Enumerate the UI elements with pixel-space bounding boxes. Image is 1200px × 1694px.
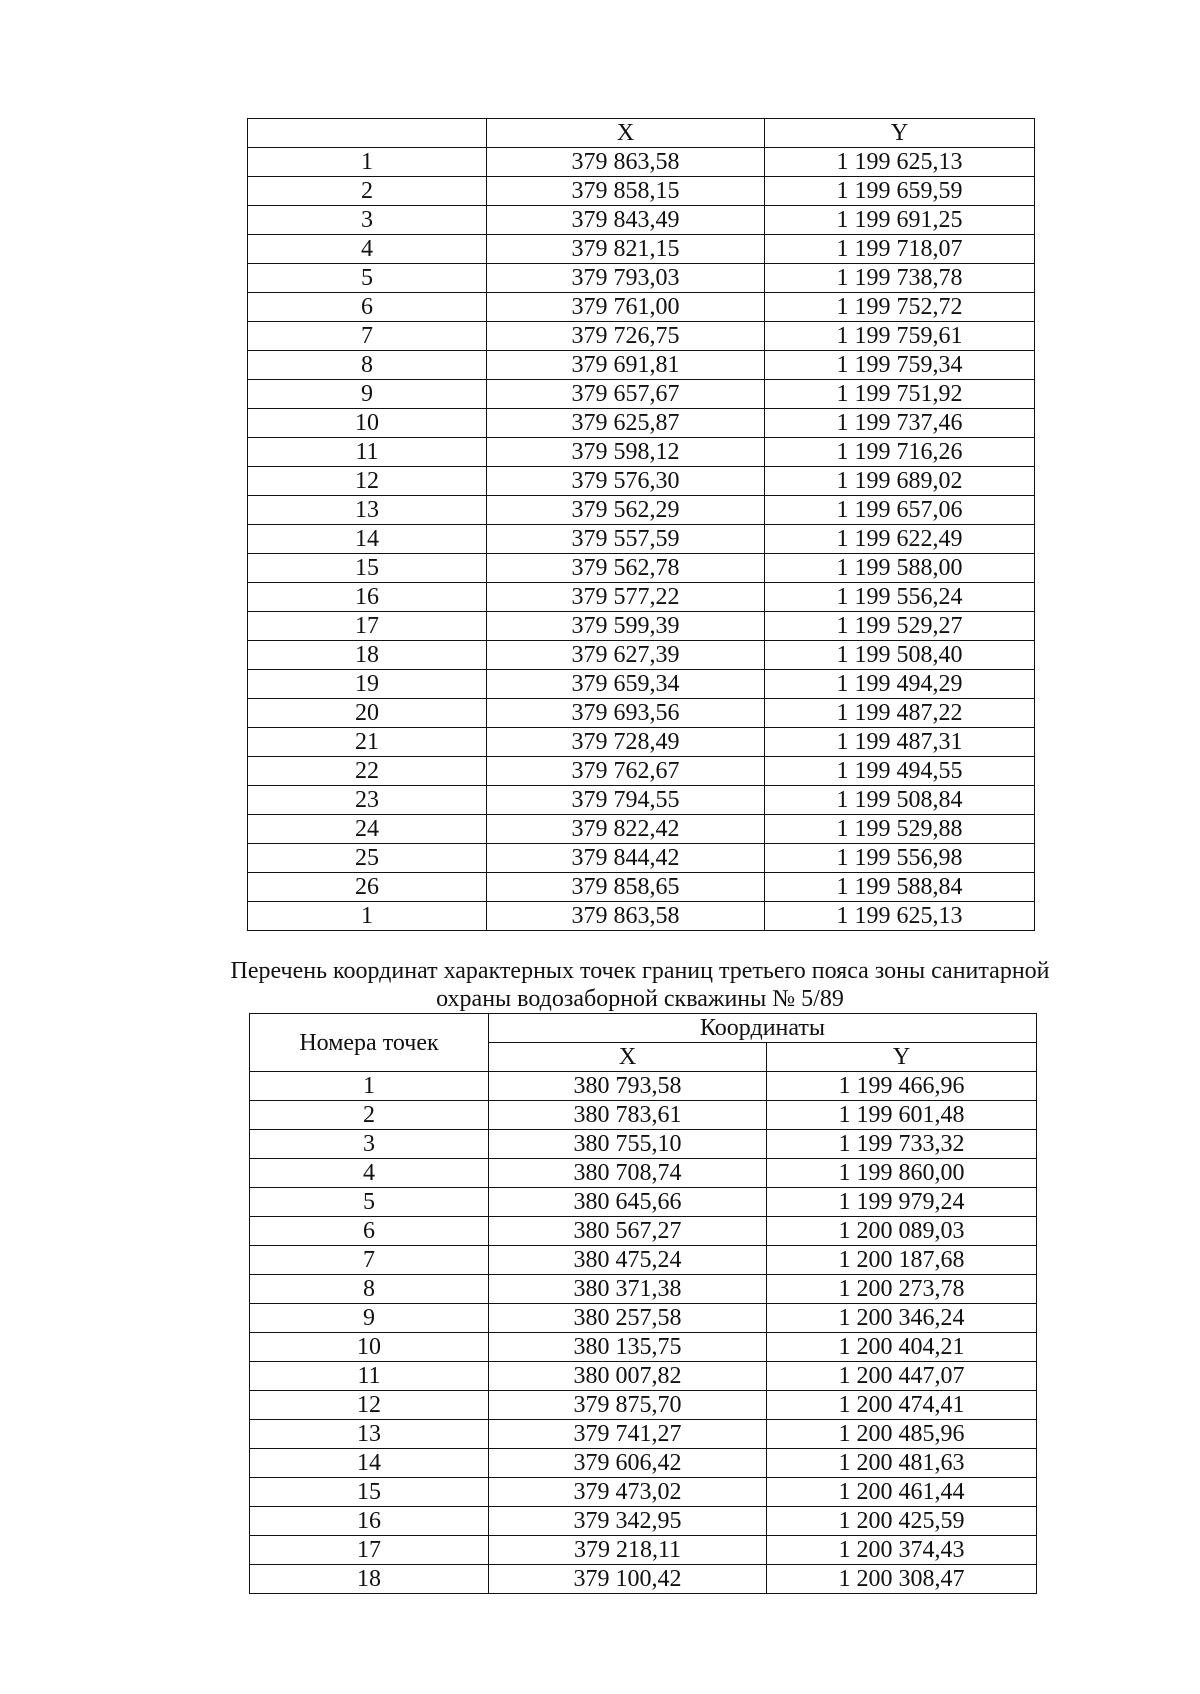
x-coordinate-cell: 379 562,29	[487, 496, 765, 525]
point-number-cell: 5	[248, 264, 487, 293]
table-row	[250, 1449, 1037, 1478]
x-coordinate-cell: 380 371,38	[489, 1275, 767, 1304]
y-coordinate-cell: 1 199 487,31	[765, 728, 1035, 757]
x-coordinate-cell: 380 567,27	[489, 1217, 767, 1246]
table-row	[248, 641, 1035, 670]
point-number-cell: 6	[248, 293, 487, 322]
y-coordinate-cell: 1 200 374,43	[767, 1536, 1037, 1565]
point-number-cell: 10	[248, 409, 487, 438]
table-row	[248, 351, 1035, 380]
x-coordinate-cell: 379 843,49	[487, 206, 765, 235]
table-row	[250, 1275, 1037, 1304]
x-coordinate-cell: 379 741,27	[489, 1420, 767, 1449]
point-number-cell: 3	[248, 206, 487, 235]
header-point-number	[248, 119, 487, 148]
y-coordinate-cell: 1 199 751,92	[765, 380, 1035, 409]
y-coordinate-cell: 1 199 556,98	[765, 844, 1035, 873]
point-number-cell: 5	[250, 1188, 489, 1217]
table-row	[248, 554, 1035, 583]
x-coordinate-cell: 380 783,61	[489, 1101, 767, 1130]
table-row	[248, 757, 1035, 786]
x-coordinate-cell: 380 793,58	[489, 1072, 767, 1101]
y-coordinate-cell: 1 199 738,78	[765, 264, 1035, 293]
section-title-line-1: Перечень координат характерных точек границ третьего пояса зоны санитарной	[230, 958, 1050, 984]
x-coordinate-cell: 379 863,58	[487, 148, 765, 177]
y-coordinate-cell: 1 199 691,25	[765, 206, 1035, 235]
coordinates-table-1	[247, 118, 1035, 931]
x-coordinate-cell: 379 342,95	[489, 1507, 767, 1536]
point-number-cell: 13	[250, 1420, 489, 1449]
point-number-cell: 2	[250, 1101, 489, 1130]
x-coordinate-cell: 379 728,49	[487, 728, 765, 757]
y-coordinate-cell: 1 199 860,00	[767, 1159, 1037, 1188]
point-number-cell: 22	[248, 757, 487, 786]
header-coordinates: Координаты	[489, 1014, 1037, 1043]
table-1-body	[248, 148, 1035, 931]
x-coordinate-cell: 379 858,15	[487, 177, 765, 206]
table-row	[248, 148, 1035, 177]
table-row	[250, 1507, 1037, 1536]
point-number-cell: 1	[248, 902, 487, 931]
table-row	[250, 1072, 1037, 1101]
y-coordinate-cell: 1 199 556,24	[765, 583, 1035, 612]
x-coordinate-cell: 379 863,58	[487, 902, 765, 931]
y-coordinate-cell: 1 200 187,68	[767, 1246, 1037, 1275]
y-coordinate-cell: 1 199 759,34	[765, 351, 1035, 380]
table-row	[250, 1217, 1037, 1246]
x-coordinate-cell: 380 475,24	[489, 1246, 767, 1275]
point-number-cell: 11	[248, 438, 487, 467]
table-row	[250, 1565, 1037, 1594]
x-coordinate-cell: 379 858,65	[487, 873, 765, 902]
x-coordinate-cell: 379 657,67	[487, 380, 765, 409]
y-coordinate-cell: 1 200 461,44	[767, 1478, 1037, 1507]
table-row	[250, 1130, 1037, 1159]
point-number-cell: 16	[250, 1507, 489, 1536]
table-row	[250, 1420, 1037, 1449]
x-coordinate-cell: 380 257,58	[489, 1304, 767, 1333]
y-coordinate-cell: 1 199 625,13	[765, 902, 1035, 931]
point-number-cell: 9	[248, 380, 487, 409]
y-coordinate-cell: 1 199 508,84	[765, 786, 1035, 815]
point-number-cell: 23	[248, 786, 487, 815]
x-coordinate-cell: 379 218,11	[489, 1536, 767, 1565]
x-coordinate-cell: 379 693,56	[487, 699, 765, 728]
point-number-cell: 19	[248, 670, 487, 699]
table-row	[248, 235, 1035, 264]
point-number-cell: 12	[248, 467, 487, 496]
table-row	[248, 409, 1035, 438]
table-row	[248, 670, 1035, 699]
y-coordinate-cell: 1 199 752,72	[765, 293, 1035, 322]
point-number-cell: 4	[248, 235, 487, 264]
point-number-cell: 6	[250, 1217, 489, 1246]
y-coordinate-cell: 1 200 308,47	[767, 1565, 1037, 1594]
x-coordinate-cell: 379 762,67	[487, 757, 765, 786]
table-row	[250, 1101, 1037, 1130]
x-coordinate-cell: 379 726,75	[487, 322, 765, 351]
x-coordinate-cell: 379 606,42	[489, 1449, 767, 1478]
y-coordinate-cell: 1 200 346,24	[767, 1304, 1037, 1333]
x-coordinate-cell: 379 627,39	[487, 641, 765, 670]
x-coordinate-cell: 379 599,39	[487, 612, 765, 641]
x-coordinate-cell: 379 598,12	[487, 438, 765, 467]
coordinates-table-2	[249, 1013, 1037, 1594]
y-coordinate-cell: 1 199 494,55	[765, 757, 1035, 786]
table-header-row	[248, 119, 1035, 148]
table-row	[248, 902, 1035, 931]
header-x: X	[489, 1043, 767, 1072]
y-coordinate-cell: 1 200 404,21	[767, 1333, 1037, 1362]
table-row	[248, 815, 1035, 844]
x-coordinate-cell: 379 557,59	[487, 525, 765, 554]
y-coordinate-cell: 1 200 485,96	[767, 1420, 1037, 1449]
point-number-cell: 17	[248, 612, 487, 641]
y-coordinate-cell: 1 199 716,26	[765, 438, 1035, 467]
point-number-cell: 1	[248, 148, 487, 177]
point-number-cell: 4	[250, 1159, 489, 1188]
y-coordinate-cell: 1 199 718,07	[765, 235, 1035, 264]
x-coordinate-cell: 379 822,42	[487, 815, 765, 844]
y-coordinate-cell: 1 200 273,78	[767, 1275, 1037, 1304]
table-row	[248, 699, 1035, 728]
y-coordinate-cell: 1 200 481,63	[767, 1449, 1037, 1478]
point-number-cell: 21	[248, 728, 487, 757]
table-row	[248, 322, 1035, 351]
x-coordinate-cell: 380 645,66	[489, 1188, 767, 1217]
y-coordinate-cell: 1 200 474,41	[767, 1391, 1037, 1420]
y-coordinate-cell: 1 199 529,88	[765, 815, 1035, 844]
point-number-cell: 25	[248, 844, 487, 873]
x-coordinate-cell: 379 875,70	[489, 1391, 767, 1420]
y-coordinate-cell: 1 199 657,06	[765, 496, 1035, 525]
point-number-cell: 10	[250, 1333, 489, 1362]
table-row	[248, 525, 1035, 554]
y-coordinate-cell: 1 200 425,59	[767, 1507, 1037, 1536]
y-coordinate-cell: 1 199 494,29	[765, 670, 1035, 699]
point-number-cell: 9	[250, 1304, 489, 1333]
y-coordinate-cell: 1 199 622,49	[765, 525, 1035, 554]
point-number-cell: 26	[248, 873, 487, 902]
table-row	[248, 583, 1035, 612]
point-number-cell: 18	[248, 641, 487, 670]
point-number-cell: 14	[248, 525, 487, 554]
x-coordinate-cell: 380 708,74	[489, 1159, 767, 1188]
y-coordinate-cell: 1 199 601,48	[767, 1101, 1037, 1130]
x-coordinate-cell: 379 473,02	[489, 1478, 767, 1507]
table-row	[250, 1333, 1037, 1362]
y-coordinate-cell: 1 200 447,07	[767, 1362, 1037, 1391]
table-row	[248, 844, 1035, 873]
table-row	[248, 293, 1035, 322]
x-coordinate-cell: 379 761,00	[487, 293, 765, 322]
x-coordinate-cell: 379 844,42	[487, 844, 765, 873]
y-coordinate-cell: 1 199 659,59	[765, 177, 1035, 206]
x-coordinate-cell: 380 755,10	[489, 1130, 767, 1159]
x-coordinate-cell: 380 135,75	[489, 1333, 767, 1362]
y-coordinate-cell: 1 200 089,03	[767, 1217, 1037, 1246]
table-row	[248, 206, 1035, 235]
y-coordinate-cell: 1 199 759,61	[765, 322, 1035, 351]
y-coordinate-cell: 1 199 689,02	[765, 467, 1035, 496]
header-point-numbers: Номера точек	[250, 1014, 489, 1072]
point-number-cell: 17	[250, 1536, 489, 1565]
point-number-cell: 15	[250, 1478, 489, 1507]
section-title-line-2: охраны водозаборной скважины № 5/89	[436, 986, 844, 1012]
point-number-cell: 7	[250, 1246, 489, 1275]
x-coordinate-cell: 380 007,82	[489, 1362, 767, 1391]
header-x: X	[487, 119, 765, 148]
y-coordinate-cell: 1 199 588,84	[765, 873, 1035, 902]
point-number-cell: 8	[248, 351, 487, 380]
table-row	[248, 438, 1035, 467]
y-coordinate-cell: 1 199 737,46	[765, 409, 1035, 438]
x-coordinate-cell: 379 659,34	[487, 670, 765, 699]
table-row	[248, 380, 1035, 409]
x-coordinate-cell: 379 562,78	[487, 554, 765, 583]
x-coordinate-cell: 379 794,55	[487, 786, 765, 815]
point-number-cell: 7	[248, 322, 487, 351]
table-row	[248, 467, 1035, 496]
header-y: Y	[767, 1043, 1037, 1072]
table-row	[248, 496, 1035, 525]
point-number-cell: 16	[248, 583, 487, 612]
point-number-cell: 14	[250, 1449, 489, 1478]
point-number-cell: 1	[250, 1072, 489, 1101]
table-row	[250, 1188, 1037, 1217]
y-coordinate-cell: 1 199 487,22	[765, 699, 1035, 728]
x-coordinate-cell: 379 821,15	[487, 235, 765, 264]
section-title	[140, 957, 1140, 1013]
point-number-cell: 2	[248, 177, 487, 206]
point-number-cell: 12	[250, 1391, 489, 1420]
y-coordinate-cell: 1 199 529,27	[765, 612, 1035, 641]
table-row	[250, 1304, 1037, 1333]
table-row	[250, 1391, 1037, 1420]
y-coordinate-cell: 1 199 733,32	[767, 1130, 1037, 1159]
table-row	[250, 1536, 1037, 1565]
table-row	[250, 1246, 1037, 1275]
point-number-cell: 20	[248, 699, 487, 728]
point-number-cell: 13	[248, 496, 487, 525]
table-2-body	[250, 1072, 1037, 1594]
point-number-cell: 15	[248, 554, 487, 583]
table-row	[248, 728, 1035, 757]
y-coordinate-cell: 1 199 508,40	[765, 641, 1035, 670]
table-row	[248, 786, 1035, 815]
table-row	[248, 264, 1035, 293]
y-coordinate-cell: 1 199 466,96	[767, 1072, 1037, 1101]
table-row	[250, 1159, 1037, 1188]
point-number-cell: 18	[250, 1565, 489, 1594]
table-row	[250, 1478, 1037, 1507]
y-coordinate-cell: 1 199 625,13	[765, 148, 1035, 177]
x-coordinate-cell: 379 577,22	[487, 583, 765, 612]
x-coordinate-cell: 379 793,03	[487, 264, 765, 293]
x-coordinate-cell: 379 576,30	[487, 467, 765, 496]
y-coordinate-cell: 1 199 588,00	[765, 554, 1035, 583]
point-number-cell: 3	[250, 1130, 489, 1159]
table-row	[248, 873, 1035, 902]
table-row	[248, 177, 1035, 206]
point-number-cell: 24	[248, 815, 487, 844]
x-coordinate-cell: 379 691,81	[487, 351, 765, 380]
point-number-cell: 11	[250, 1362, 489, 1391]
point-number-cell: 8	[250, 1275, 489, 1304]
table-header-row	[250, 1014, 1037, 1043]
y-coordinate-cell: 1 199 979,24	[767, 1188, 1037, 1217]
x-coordinate-cell: 379 625,87	[487, 409, 765, 438]
table-row	[248, 612, 1035, 641]
header-y: Y	[765, 119, 1035, 148]
x-coordinate-cell: 379 100,42	[489, 1565, 767, 1594]
table-row	[250, 1362, 1037, 1391]
